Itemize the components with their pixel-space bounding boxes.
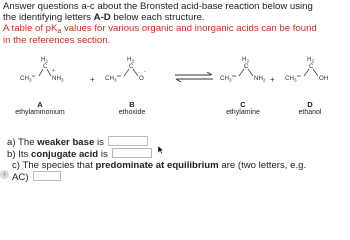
references-link[interactable] xyxy=(3,23,348,34)
atom-o: O xyxy=(139,75,144,82)
plus-sign: + xyxy=(270,75,275,84)
question-emphasis: weaker base xyxy=(37,137,95,148)
atom-ch3: $CH_3$ xyxy=(285,75,297,83)
mouse-cursor-icon xyxy=(158,146,164,154)
answer-a-input[interactable] xyxy=(108,136,148,146)
question-text: is xyxy=(94,137,104,148)
answer-b-input[interactable] xyxy=(112,148,152,158)
atom-h2: $H_2$ xyxy=(307,56,315,64)
question-c xyxy=(12,160,306,171)
question-text: is xyxy=(98,149,108,160)
compound-a-bonds xyxy=(0,54,80,84)
expand-arrow-icon[interactable]: › xyxy=(0,170,9,179)
question-emphasis: predominate at equilibrium xyxy=(95,160,219,171)
answer-c-input[interactable] xyxy=(33,171,61,181)
atom-h2: $H_2$ xyxy=(127,56,135,64)
question-text: a) The xyxy=(7,137,38,148)
atom-nh2: $NH_2$ xyxy=(254,75,266,83)
compound-letter: B xyxy=(129,100,135,109)
atom-ch3: $CH_3$ xyxy=(220,75,232,83)
compound-name: ethylamine xyxy=(226,109,260,116)
charge-plus: + xyxy=(52,68,55,74)
compound-letter: C xyxy=(240,100,246,109)
charge-minus: - xyxy=(144,69,146,75)
atom-c: C xyxy=(309,63,314,70)
atom-h2: $H_2$ xyxy=(41,56,49,64)
compound-d-structure xyxy=(280,54,350,126)
atom-c: C xyxy=(43,63,48,70)
question-c-line2 xyxy=(12,171,61,183)
instruction-line-1: Answer questions a-c about the Bronsted acid-base reaction below using xyxy=(3,1,313,12)
compound-name: ethoxide xyxy=(118,109,146,116)
instruction-line-2 xyxy=(3,12,348,23)
atom-c: C xyxy=(129,63,134,70)
instruction-text: the identifying letters xyxy=(3,12,94,24)
atom-nh3: $NH_3$ xyxy=(52,75,64,83)
compound-b-structure xyxy=(100,54,180,126)
ref-subscript[interactable]: a xyxy=(57,28,62,36)
compound-name: ethylammonium xyxy=(15,109,65,116)
ref-text[interactable]: A table of pK xyxy=(3,23,58,35)
atom-h2: $H_2$ xyxy=(242,56,250,64)
letters-range: A-D xyxy=(93,12,111,24)
plus-sign: + xyxy=(90,75,95,84)
atom-ch3: $CH_3$ xyxy=(20,75,32,83)
question-b xyxy=(7,148,152,160)
instruction-text: below each structure. xyxy=(110,12,205,24)
atom-oh: OH xyxy=(319,75,329,82)
atom-ch3: $CH_3$ xyxy=(105,75,117,83)
question-text: b) Its xyxy=(7,149,31,160)
compound-a-structure xyxy=(0,54,80,126)
atom-c: C xyxy=(244,63,249,70)
equilibrium-arrow-icon xyxy=(173,72,215,82)
question-emphasis: conjugate acid xyxy=(31,149,99,160)
instructions xyxy=(3,1,348,46)
question-a xyxy=(7,136,148,148)
compound-name: ethanol xyxy=(298,109,322,116)
question-text: are (two letters, e.g. xyxy=(218,160,307,171)
compound-letter: A xyxy=(37,100,43,109)
question-text: c) The species that xyxy=(12,160,96,171)
compound-letter: D xyxy=(307,100,313,109)
question-text: AC) xyxy=(12,172,29,183)
reaction-scheme xyxy=(0,54,350,126)
ref-text[interactable]: values for various organic and inorganic acids can be found xyxy=(61,23,317,35)
references-link-line2[interactable]: in the references section. xyxy=(3,34,111,46)
